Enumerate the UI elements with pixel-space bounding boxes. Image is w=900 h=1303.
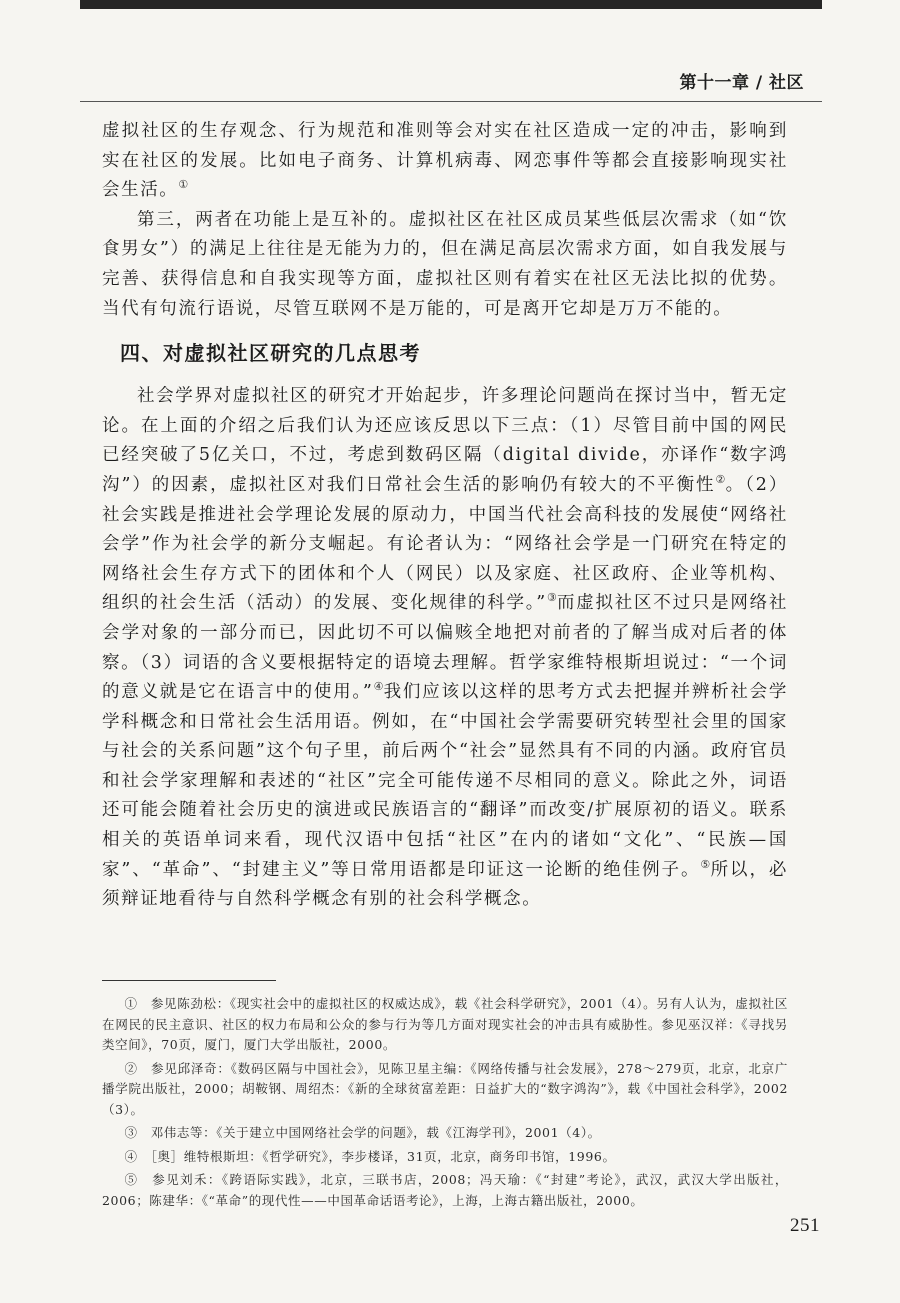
footnote-5: ⑤ 参见刘禾：《跨语际实践》，北京，三联书店，2008；冯天瑜：《“封建”考论》，武汉，武汉大学出版社，2006；陈建华：《“革命”的现代性——中国革命话语考论》，上海，上海古籍出版社，2000。	[102, 1172, 788, 1208]
footnote-4: ④ ［奥］维特根斯坦：《哲学研究》，李步楼译，31页，北京，商务印书馆，1996。	[124, 1148, 616, 1164]
paragraph-text-part-2: 。（2）社会实践是推进社会学理论发展的原动力，中国当代社会高科技的发展使“网络社会学”作为社会学的新分支崛起。有论者认为：“网络社会学是一门研究在特定的网络社会生存方式下的团体和个人（网民）以及家庭、社区政府、企业等机构、组织的社会生活（活动）的发展、变化规律的科学。”	[102, 474, 788, 614]
paragraph-text-part-5: 所以，必须辩证地看待与自然科学概念有别的社会科学概念。	[102, 859, 788, 910]
page-number: 251	[790, 1215, 820, 1236]
footnote-ref-5[interactable]: ⑤	[700, 857, 711, 871]
footnote-ref-3[interactable]: ③	[546, 591, 557, 605]
header-rule	[80, 0, 822, 9]
paragraph-continuation	[102, 117, 788, 206]
section-heading: 四、对虚拟社区研究的几点思考	[120, 341, 421, 366]
running-head-rule	[80, 101, 822, 102]
paragraph-text: 第三，两者在功能上是互补的。虚拟社区在社区成员某些低层次需求（如“饮食男女”）的满足上往往是无能为力的，但在满足高层次需求方面，如自我发展与完善、获得信息和自我实现等方面，虚拟社区则有着实在社区无法比拟的优势。当代有句流行语说，尽管互联网不是万能的，可是离开它却是万万不能的。	[102, 209, 788, 319]
footnote-1: ① 参见陈劲松：《现实社会中的虚拟社区的权威达成》，载《社会科学研究》，2001（4）。另有人认为，虚拟社区在网民的民主意识、社区的权力布局和公众的参与行为等几方面对现实社会的冲击具有威胁性。参见巫汉祥：《寻找另类空间》，70页，厦门，厦门大学出版社，2000。	[102, 996, 788, 1052]
paragraph-text: 虚拟社区的生存观念、行为规范和准则等会对实在社区造成一定的冲击，影响到实在社区的发展。比如电子商务、计算机病毒、网恋事件等都会直接影响现实社会生活。	[102, 121, 788, 201]
paragraph-third-point	[102, 206, 788, 324]
paragraph-text-part-1: 社会学界对虚拟社区的研究才开始起步，许多理论问题尚在探讨当中，暂无定论。在上面的介绍之后我们认为还应该反思以下三点：（1）尽管目前中国的网民已经突破了5亿关口，不过，考虑到数码区隔（digital divide，亦译作“数字鸿沟”）的因素，虚拟社区对我们日常社会生活的影响仍有较大的不平衡性	[102, 386, 788, 495]
footnote-2: ② 参见邱泽奇：《数码区隔与中国社会》，见陈卫星主编：《网络传播与社会发展》，278～279页，北京，北京广播学院出版社，2000；胡鞍钢、周绍杰：《新的全球贫富差距：日益扩大的“数字鸿沟”》，载《中国社会科学》，2002（3）。	[102, 1060, 788, 1117]
running-head-text: 第十一章 / 社区	[679, 73, 804, 93]
paragraph-text-part-4: 我们应该以这样的思考方式去把握并辨析社会学学科概念和日常社会生活用语。例如，在“中国社会学需要研究转型社会里的国家与社会的关系问题”这个句子里，前后两个“社会”显然具有不同的内涵。政府官员和社会学家理解和表述的“社区”完全可能传递不尽相同的意义。除此之外，词语还可能会随着社会历史的演进或民族语言的“翻译”而改变/扩展原初的语义。联系相关的英语单词来看，现代汉语中包括“社区”在内的诸如“文化”、“民族—国家”、“革命”、“封建主义”等日常用语都是印证这一论断的绝佳例子。	[102, 682, 788, 880]
body-text	[102, 117, 788, 915]
footnote-ref-1[interactable]: ①	[178, 178, 189, 192]
footnote-ref-4[interactable]: ④	[373, 680, 384, 694]
footnote-ref-2[interactable]: ②	[715, 473, 726, 487]
paragraph-section-four	[102, 382, 788, 915]
running-head	[80, 62, 822, 102]
footnote-3: ③ 邓伟志等：《关于建立中国网络社会学的问题》，载《江海学刊》，2001（4）。	[124, 1125, 601, 1140]
footnotes	[102, 994, 788, 1214]
paragraph-text-part-3: 而虚拟社区不过只是网络社会学对象的一部分而已，因此切不可以偏赅全地把对前者的了解当成对后者的体察。（3）词语的含义要根据特定的语境去理解。哲学家维特根斯坦说过：“一个词的意义就是它在语言中的使用。”	[102, 593, 788, 703]
footnote-rule	[102, 980, 276, 981]
